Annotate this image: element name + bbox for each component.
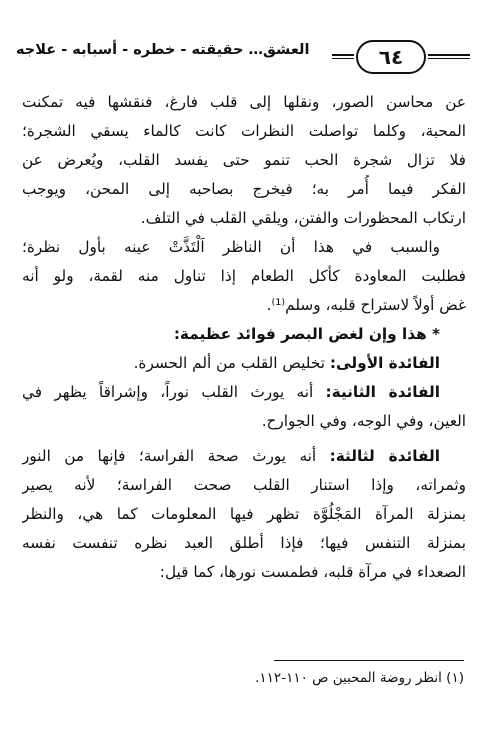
text-line: وثمراته، وإذا استنار القلب صحت الفراسة؛ لأنه يصير — [22, 476, 466, 494]
text-line: العين، وفي الوجه، وفي الجوارح. — [261, 412, 466, 430]
section-heading: * هذا وإن لغض البصر فوائد عظيمة: — [173, 325, 440, 343]
body-text — [22, 88, 466, 587]
benefit-text: أنه يورث القلب نوراً، وإشراقاً يظهر في — [22, 383, 326, 401]
text-line: والسبب في هذا أن الناظر اَلْتَذَّتْ عينه بأول نظرة؛ — [22, 238, 440, 256]
benefit-line — [22, 442, 466, 471]
text-line: ارتكاب المحظورات والفتن، ويلقي القلب في التلف. — [140, 209, 466, 227]
text-line: الفكر فيما أُمر به؛ فيخرج بصاحبه إلى المحن، ويوجب — [22, 180, 466, 198]
text-line: بمنزلة التنفس فيها؛ فإذا أطلق العبد نظره تنفست نفسه — [22, 534, 466, 552]
text-line: فلا تزال شجرة الحب تنمو حتى يفسد القلب، ويُعرض عن — [22, 151, 466, 169]
running-title: العشق… حقيقته - خطره - أسبابه - علاجه — [16, 42, 310, 58]
text-line: غض أولاً لاستراح قلبه، وسلم⁽¹⁾. — [266, 296, 466, 314]
benefit-label: الفائدة لثالثة: — [329, 447, 440, 465]
text-line: بمنزلة المرآة المَجْلُوَّة تظهر فيها المعلومات كما هي، والنظر — [22, 505, 466, 523]
footnote-divider — [274, 660, 464, 661]
header-rule-right — [428, 54, 470, 59]
text-line: فطلبت المعاودة كأكل الطعام إذا تناول منه لقمة، ولو أنه — [22, 267, 466, 285]
benefit-text: تخليص القلب من ألم الحسرة. — [133, 354, 330, 372]
benefit-label: الفائدة الثانية: — [325, 383, 440, 401]
benefit-text: أنه يورث صحة الفراسة؛ فإنها من النور — [22, 447, 330, 465]
benefit-label: الفائدة الأولى: — [329, 354, 440, 372]
page-header — [12, 40, 474, 80]
benefit-line — [22, 349, 466, 378]
text-line: الصعداء في مرآة قلبه، فطمست نورها، كما قيل: — [159, 563, 466, 581]
benefit-line — [22, 378, 466, 407]
header-rule-middle — [332, 54, 354, 59]
text-line: المحبة، وكلما تواصلت النظرات كانت كالماء يسقي الشجرة؛ — [22, 122, 466, 140]
text-line: عن محاسن الصور، ونقلها إلى قلب فارغ، فنقشها فيه تمكنت — [22, 93, 466, 111]
footnote: (١) انظر روضة المحبين ص ١١٠-١١٢. — [255, 670, 464, 686]
page-number: ٦٤ — [356, 40, 426, 74]
